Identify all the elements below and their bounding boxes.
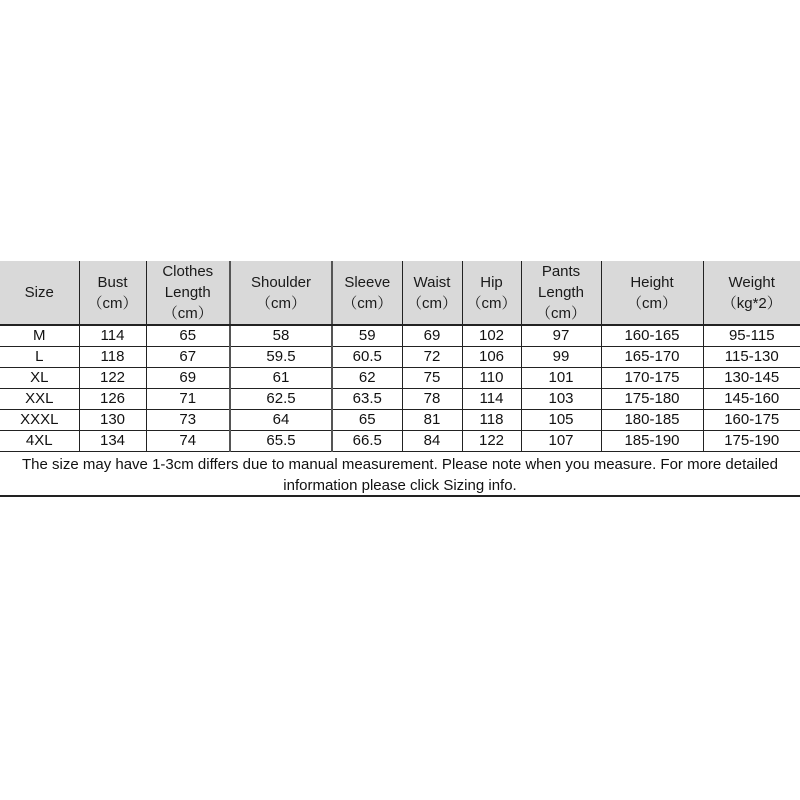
cell-size: M bbox=[0, 325, 79, 347]
cell-shoulder: 59.5 bbox=[230, 347, 332, 368]
cell-pants-length: 101 bbox=[521, 368, 601, 389]
cell-waist: 78 bbox=[402, 389, 462, 410]
cell-size: 4XL bbox=[0, 431, 79, 452]
header-pants-length: Pants Length （cm） bbox=[521, 261, 601, 325]
note-line-2: information please click Sizing info. bbox=[283, 477, 517, 494]
cell-height: 185-190 bbox=[601, 431, 703, 452]
cell-waist: 84 bbox=[402, 431, 462, 452]
cell-weight: 130-145 bbox=[703, 368, 800, 389]
cell-height: 165-170 bbox=[601, 347, 703, 368]
cell-size: XXL bbox=[0, 389, 79, 410]
header-sleeve: Sleeve （cm） bbox=[332, 261, 402, 325]
cell-weight: 95-115 bbox=[703, 325, 800, 347]
cell-waist: 69 bbox=[402, 325, 462, 347]
cell-clothes-length: 71 bbox=[146, 389, 230, 410]
size-table bbox=[0, 261, 800, 452]
cell-hip: 106 bbox=[462, 347, 521, 368]
cell-sleeve: 60.5 bbox=[332, 347, 402, 368]
cell-clothes-length: 73 bbox=[146, 410, 230, 431]
header-row bbox=[0, 261, 800, 325]
cell-sleeve: 59 bbox=[332, 325, 402, 347]
table-row bbox=[0, 389, 800, 410]
header-bust: Bust （cm） bbox=[79, 261, 146, 325]
size-chart bbox=[0, 261, 800, 497]
cell-size: L bbox=[0, 347, 79, 368]
header-hip: Hip （cm） bbox=[462, 261, 521, 325]
cell-sleeve: 62 bbox=[332, 368, 402, 389]
cell-clothes-length: 65 bbox=[146, 325, 230, 347]
cell-bust: 126 bbox=[79, 389, 146, 410]
cell-weight: 145-160 bbox=[703, 389, 800, 410]
cell-clothes-length: 69 bbox=[146, 368, 230, 389]
cell-waist: 75 bbox=[402, 368, 462, 389]
cell-pants-length: 99 bbox=[521, 347, 601, 368]
header-shoulder: Shoulder （cm） bbox=[230, 261, 332, 325]
cell-bust: 118 bbox=[79, 347, 146, 368]
cell-sleeve: 63.5 bbox=[332, 389, 402, 410]
cell-hip: 118 bbox=[462, 410, 521, 431]
header-weight: Weight （kg*2） bbox=[703, 261, 800, 325]
cell-sleeve: 66.5 bbox=[332, 431, 402, 452]
cell-shoulder: 58 bbox=[230, 325, 332, 347]
cell-pants-length: 103 bbox=[521, 389, 601, 410]
cell-pants-length: 105 bbox=[521, 410, 601, 431]
cell-waist: 72 bbox=[402, 347, 462, 368]
cell-sleeve: 65 bbox=[332, 410, 402, 431]
cell-shoulder: 62.5 bbox=[230, 389, 332, 410]
cell-hip: 102 bbox=[462, 325, 521, 347]
cell-size: XXXL bbox=[0, 410, 79, 431]
cell-height: 170-175 bbox=[601, 368, 703, 389]
cell-height: 160-165 bbox=[601, 325, 703, 347]
cell-weight: 160-175 bbox=[703, 410, 800, 431]
cell-size: XL bbox=[0, 368, 79, 389]
cell-shoulder: 64 bbox=[230, 410, 332, 431]
measurement-note bbox=[0, 452, 800, 497]
cell-height: 180-185 bbox=[601, 410, 703, 431]
cell-bust: 130 bbox=[79, 410, 146, 431]
table-row bbox=[0, 325, 800, 347]
table-row bbox=[0, 368, 800, 389]
cell-pants-length: 97 bbox=[521, 325, 601, 347]
cell-hip: 122 bbox=[462, 431, 521, 452]
cell-weight: 175-190 bbox=[703, 431, 800, 452]
cell-shoulder: 65.5 bbox=[230, 431, 332, 452]
cell-waist: 81 bbox=[402, 410, 462, 431]
header-waist: Waist （cm） bbox=[402, 261, 462, 325]
header-height: Height （cm） bbox=[601, 261, 703, 325]
table-row bbox=[0, 347, 800, 368]
cell-hip: 110 bbox=[462, 368, 521, 389]
note-line-1: The size may have 1-3cm differs due to manual measurement. Please note when you measure. For more detailed bbox=[22, 456, 778, 473]
cell-height: 175-180 bbox=[601, 389, 703, 410]
cell-bust: 134 bbox=[79, 431, 146, 452]
cell-bust: 122 bbox=[79, 368, 146, 389]
header-size: Size bbox=[0, 261, 79, 325]
cell-bust: 114 bbox=[79, 325, 146, 347]
cell-weight: 115-130 bbox=[703, 347, 800, 368]
cell-clothes-length: 74 bbox=[146, 431, 230, 452]
cell-shoulder: 61 bbox=[230, 368, 332, 389]
table-row bbox=[0, 410, 800, 431]
cell-pants-length: 107 bbox=[521, 431, 601, 452]
cell-hip: 114 bbox=[462, 389, 521, 410]
table-row bbox=[0, 431, 800, 452]
cell-clothes-length: 67 bbox=[146, 347, 230, 368]
header-clothes-length: Clothes Length （cm） bbox=[146, 261, 230, 325]
